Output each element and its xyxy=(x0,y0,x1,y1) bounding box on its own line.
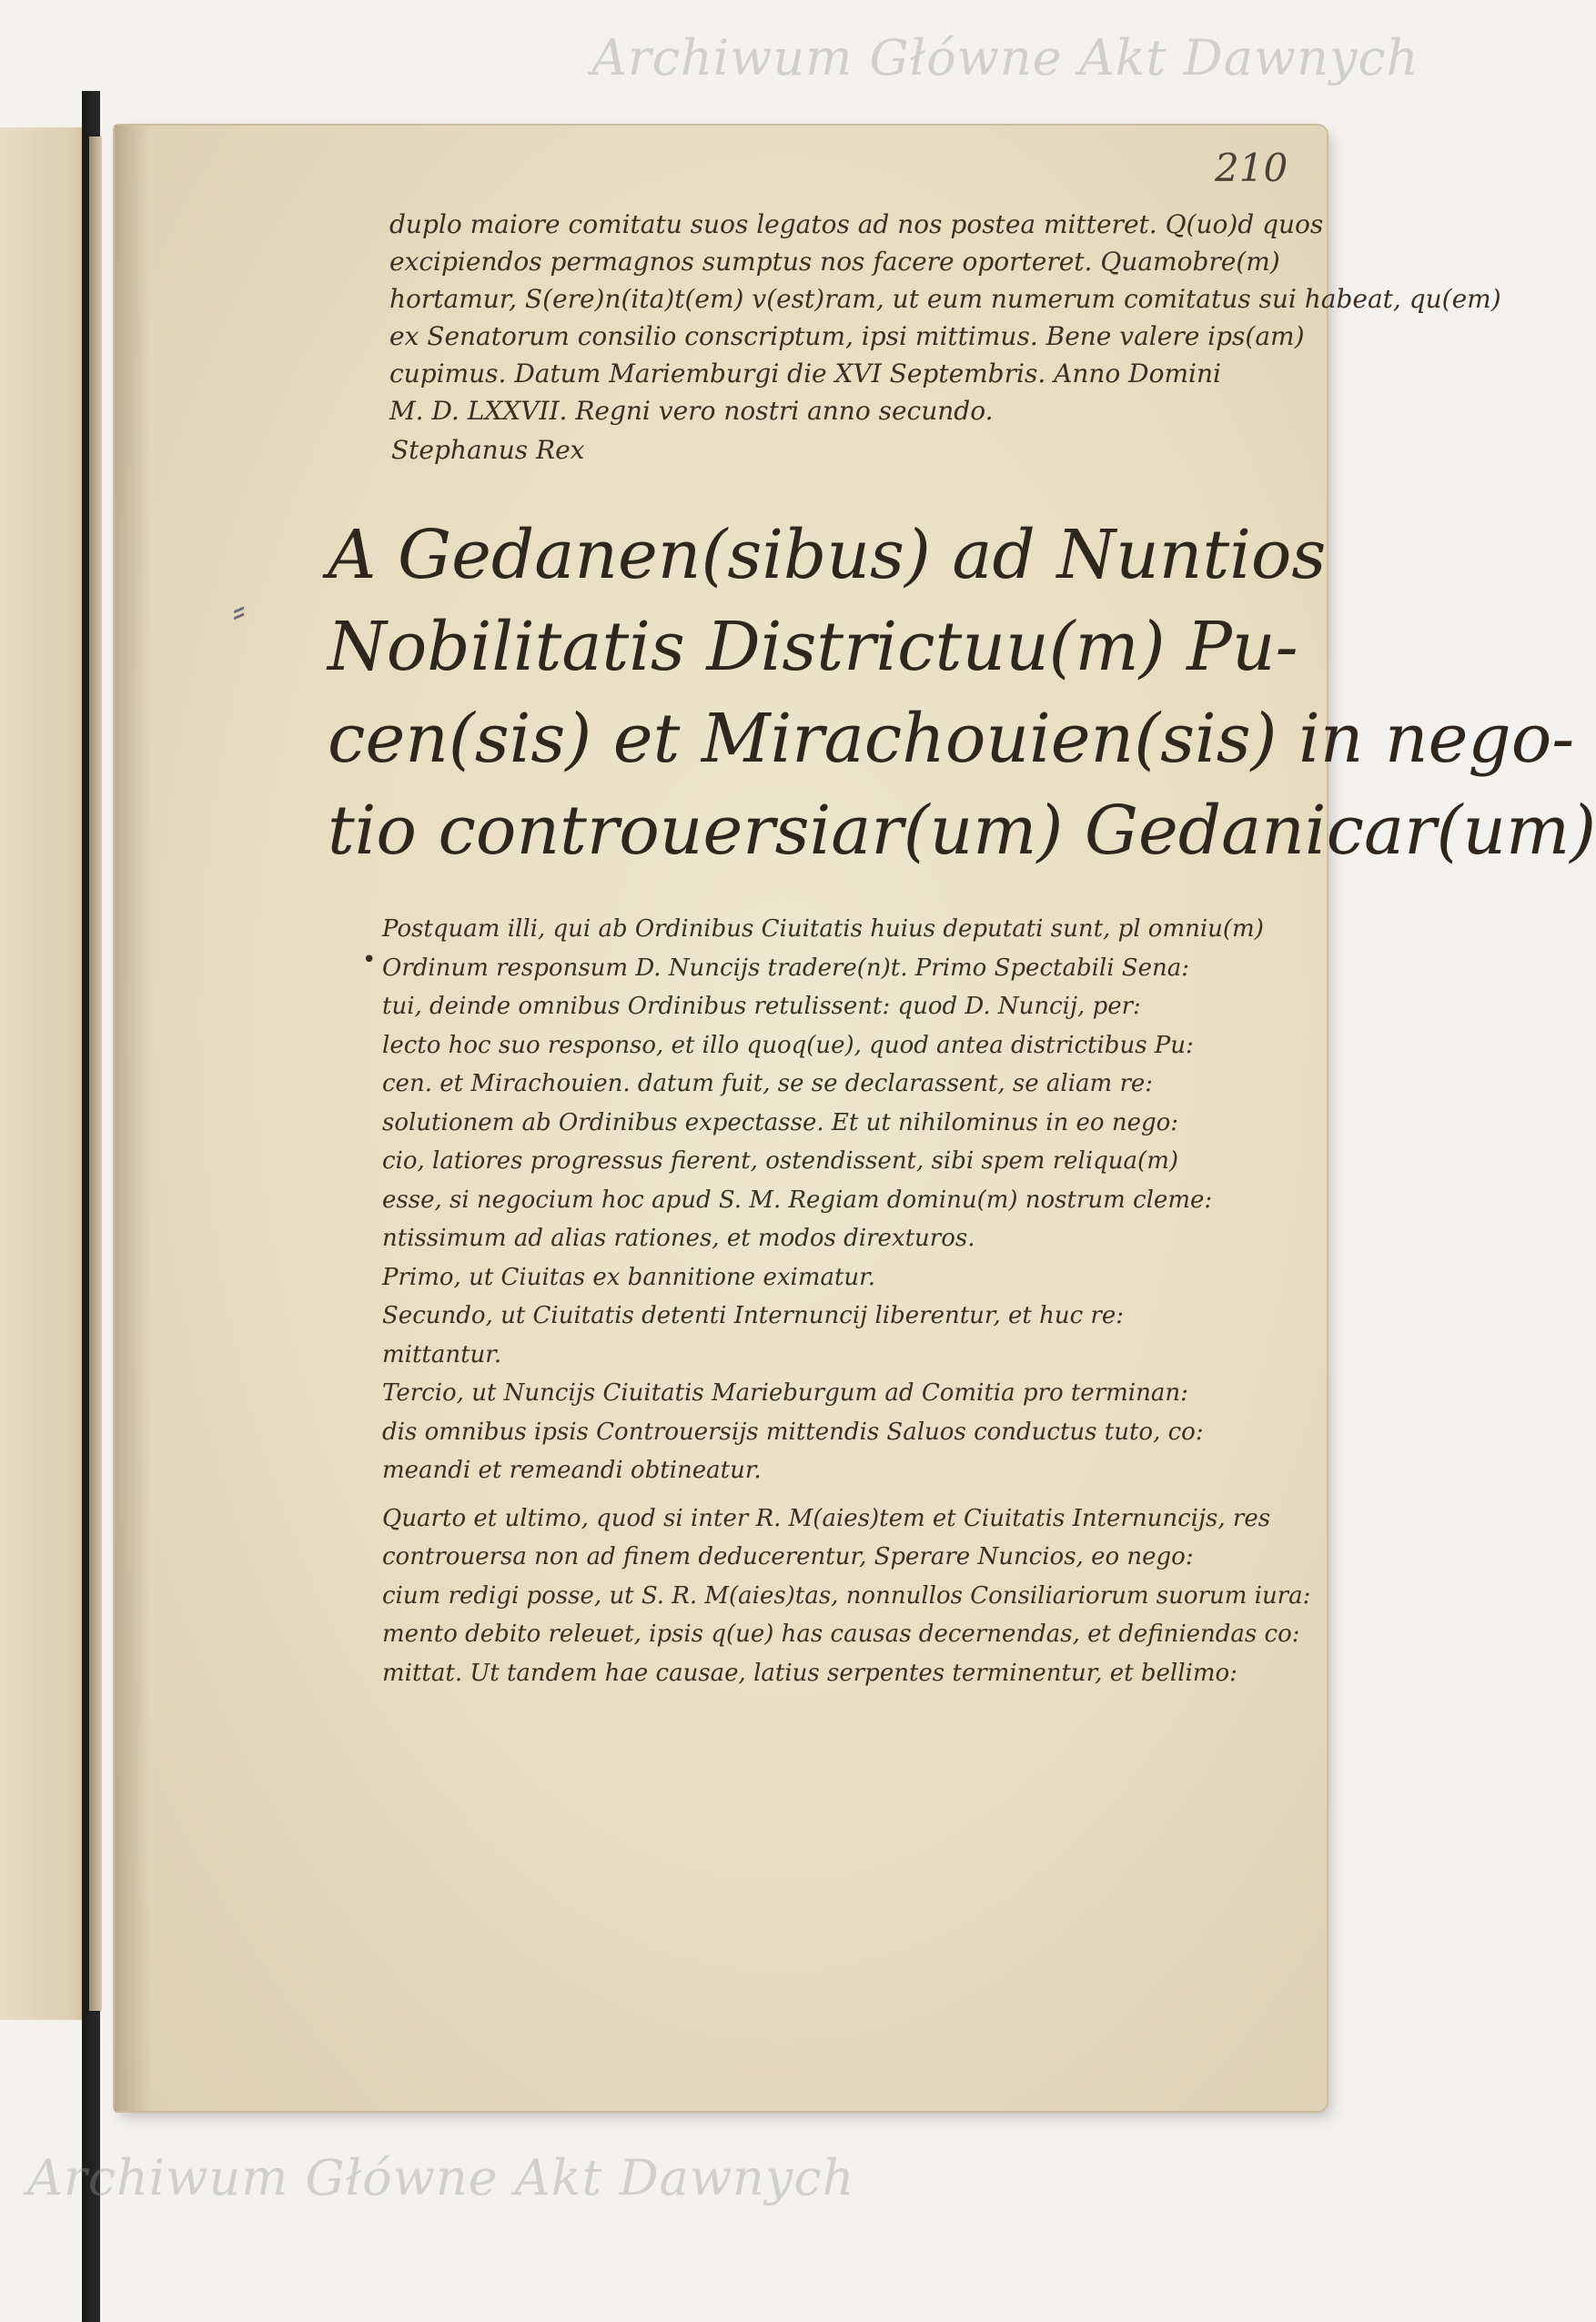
archive-watermark-bottom: Archiwum Główne Akt Dawnych xyxy=(27,2149,855,2206)
text-line: cen. et Mirachouien. datum fuit, se se declarassent, se aliam re: xyxy=(382,1070,1154,1097)
page-fold xyxy=(89,136,102,2011)
text-line: cio, latiores progressus fierent, ostendissent, sibi spem reliqua(m) xyxy=(382,1147,1178,1175)
text-line: mittantur. xyxy=(382,1340,502,1368)
text-line: ntissimum ad alias rationes, et modos direxturos. xyxy=(382,1225,975,1252)
text-line: Ordinum responsum D. Nuncijs tradere(n)t. Primo Spectabili Sena: xyxy=(382,954,1190,982)
text-line: lecto hoc suo responso, et illo quoq(ue), quod antea districtibus Pu: xyxy=(382,1031,1194,1059)
margin-dot: • xyxy=(362,946,377,974)
text-line: esse, si negocium hoc apud S. M. Regiam dominu(m) nostrum cleme: xyxy=(382,1186,1213,1214)
text-line: Primo, ut Ciuitas ex bannitione eximatur. xyxy=(382,1263,875,1291)
text-line: excipiendos permagnos sumptus nos facere oporteret. Quamobre(m) xyxy=(389,247,1280,277)
paragraph-gap xyxy=(382,1490,1256,1499)
margin-mark: ⸗ xyxy=(233,590,246,631)
folio-number: 210 xyxy=(1215,146,1288,190)
text-line: controuersa non ad finem deducerentur, Sperare Nuncios, eo nego: xyxy=(382,1543,1194,1570)
text-line: M. D. LXXVII. Regni vero nostri anno secundo. xyxy=(389,396,994,426)
text-line: cium redigi posse, ut S. R. M(aies)tas, nonnullos Consiliariorum suorum iura: xyxy=(382,1581,1311,1610)
text-line: mittat. Ut tandem hae causae, latius serpentes terminentur, et bellimo: xyxy=(382,1659,1237,1687)
text-line: cupimus. Datum Mariemburgi die XVI Septembris. Anno Domini xyxy=(389,358,1221,389)
text-line: Quarto et ultimo, quod si inter R. M(aies)tem et Ciuitatis Internuncijs, res xyxy=(382,1504,1271,1532)
text-line: tui, deinde omnibus Ordinibus retulissent: quod D. Nuncij, per: xyxy=(382,993,1141,1020)
text-line: dis omnibus ipsis Controuersijs mittendis Saluos conductus tuto, co: xyxy=(382,1418,1204,1446)
heading-line: Nobilitatis Districtuu(m) Pu- xyxy=(328,608,1298,686)
text-line: ex Senatorum consilio conscriptum, ipsi mittimus. Bene valere ips(am) xyxy=(389,321,1305,351)
text-line: duplo maiore comitatu suos legatos ad nos postea mitteret. Q(uo)d quos xyxy=(389,209,1324,239)
royal-signature: Stephanus Rex xyxy=(391,435,585,465)
text-line: Secundo, ut Ciuitatis detenti Internuncij liberentur, et huc re: xyxy=(382,1302,1124,1329)
heading-line: A Gedanen(sibus) ad Nuntios xyxy=(328,516,1327,594)
letter-closing-text xyxy=(389,206,1501,429)
text-line: meandi et remeandi obtineatur. xyxy=(382,1457,762,1484)
text-line: solutionem ab Ordinibus expectasse. Et ut nihilominus in eo nego: xyxy=(382,1108,1179,1136)
heading-line: cen(sis) et Mirachouien(sis) in nego- xyxy=(328,700,1575,778)
text-line: hortamur, S(ere)n(ita)t(em) v(est)ram, ut eum numerum comitatus sui habeat, qu(em) xyxy=(389,284,1501,314)
archive-watermark-top: Archiwum Główne Akt Dawnych xyxy=(591,29,1419,86)
text-line: Tercio, ut Nuncijs Ciuitatis Marieburgum ad Comitia pro terminan: xyxy=(382,1379,1188,1407)
heading-line: tio controuersiar(um) Gedanicar(um) xyxy=(328,792,1596,870)
page-gutter-shadow xyxy=(115,126,151,2111)
section-heading xyxy=(328,510,1596,877)
left-page-edge xyxy=(0,127,91,2020)
text-line: mento debito releuet, ipsis q(ue) has causas decernendas, et definiendas co: xyxy=(382,1620,1300,1648)
text-line: Postquam illi, qui ab Ordinibus Ciuitatis huius deputati sunt, pl omniu(m) xyxy=(382,915,1264,943)
body-text xyxy=(382,910,1311,1692)
